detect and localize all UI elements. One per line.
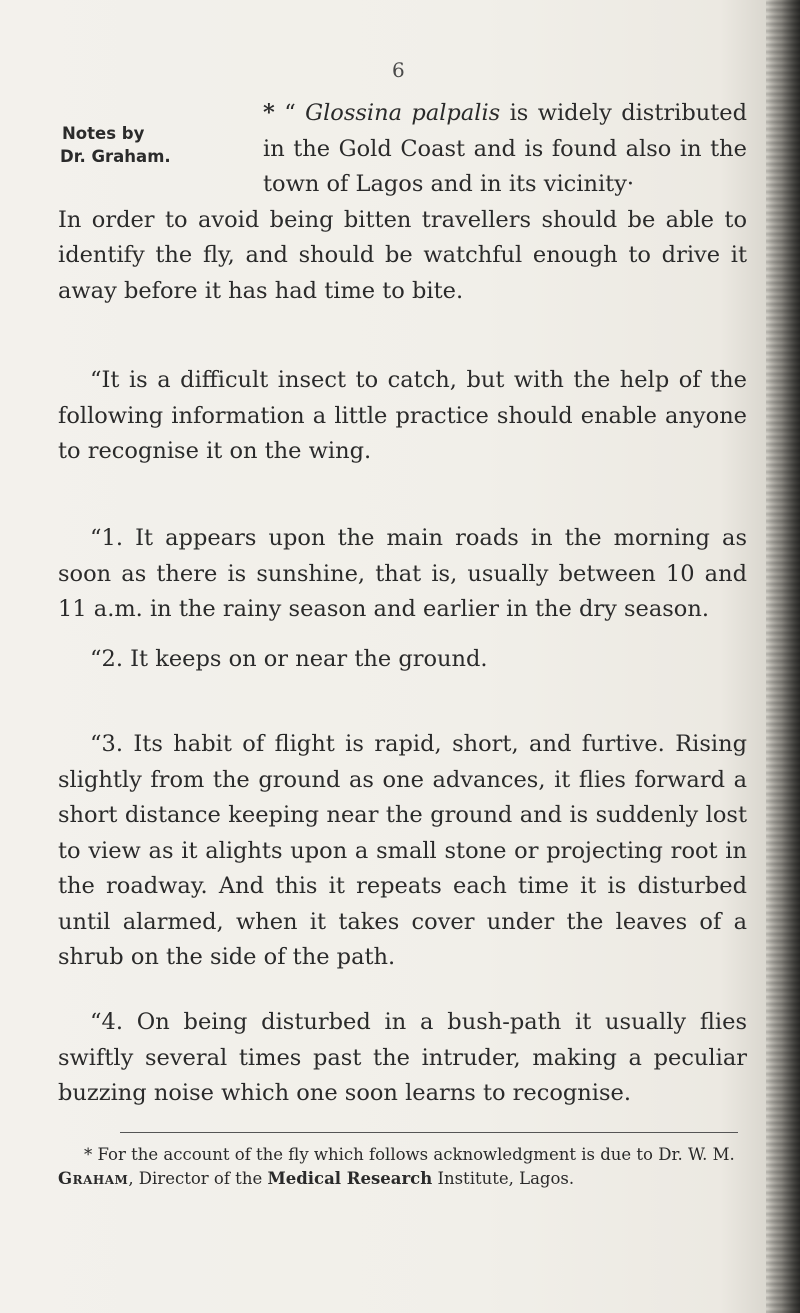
footnote-institute-name: Medical Research (267, 1169, 433, 1188)
footnote (58, 1143, 748, 1191)
opening-paragraph-continuation: In order to avoid being bitten travellers should be able to identify the fly, and should be watchful enough to drive it away before it has had time to bite. (58, 206, 747, 304)
opening-quote-mark: “ (284, 100, 296, 126)
margin-note-line-2: Dr. Graham. (60, 147, 171, 166)
opening-paragraph-first-line-block (58, 96, 747, 203)
opening-paragraph-text: is widely distributed in the Gold Coast and is found also in the town of Lagos and in its vicinity· (263, 100, 747, 197)
paragraph-difficult-insect: “It is a difficult insect to catch, but with the help of the following information a little practice should enable anyone to recognise it on the wing. (58, 367, 747, 464)
book-spine-shadow (766, 0, 800, 1313)
opening-paragraph (58, 96, 747, 309)
footnote-text-3: Institute, Lagos. (432, 1169, 575, 1188)
margin-note-line-1: Notes by (62, 124, 145, 143)
species-name: Glossina palpalis (305, 100, 501, 126)
paragraph-point-4: “4. On being disturbed in a bush-path it usually flies swiftly several times past the intruder, making a peculiar buzzing noise which one soon learns to recognise. (58, 1009, 747, 1106)
paragraph-point-3: “3. Its habit of flight is rapid, short, and furtive. Rising slightly from the ground as one advances, it flies forward a short distance keeping near the ground and is suddenly lost to view as it alights upon a small stone or projecting root in the roadway. And this it repeats each time it is disturbed until alarmed, when it takes cover under the leaves of a shrub on the side of the path. (58, 731, 747, 970)
footnote-marker: * (263, 100, 275, 126)
footnote-author-name: Graham (58, 1169, 129, 1188)
paragraph-point-1: “1. It appears upon the main roads in the morning as soon as there is sunshine, that is, usually between 10 and 11 a.m. in the rainy season and earlier in the dry season. (58, 525, 747, 622)
paragraph-point-2: “2. It keeps on or near the ground. (90, 646, 488, 672)
footnote-text-2: , Director of the (128, 1169, 268, 1188)
footnote-marker-bottom: * (84, 1145, 93, 1164)
page-number: 6 (392, 58, 405, 82)
footnote-text-1: For the account of the fly which follows acknowledgment is due to Dr. W. M. (92, 1145, 735, 1164)
footnote-divider (120, 1132, 738, 1133)
